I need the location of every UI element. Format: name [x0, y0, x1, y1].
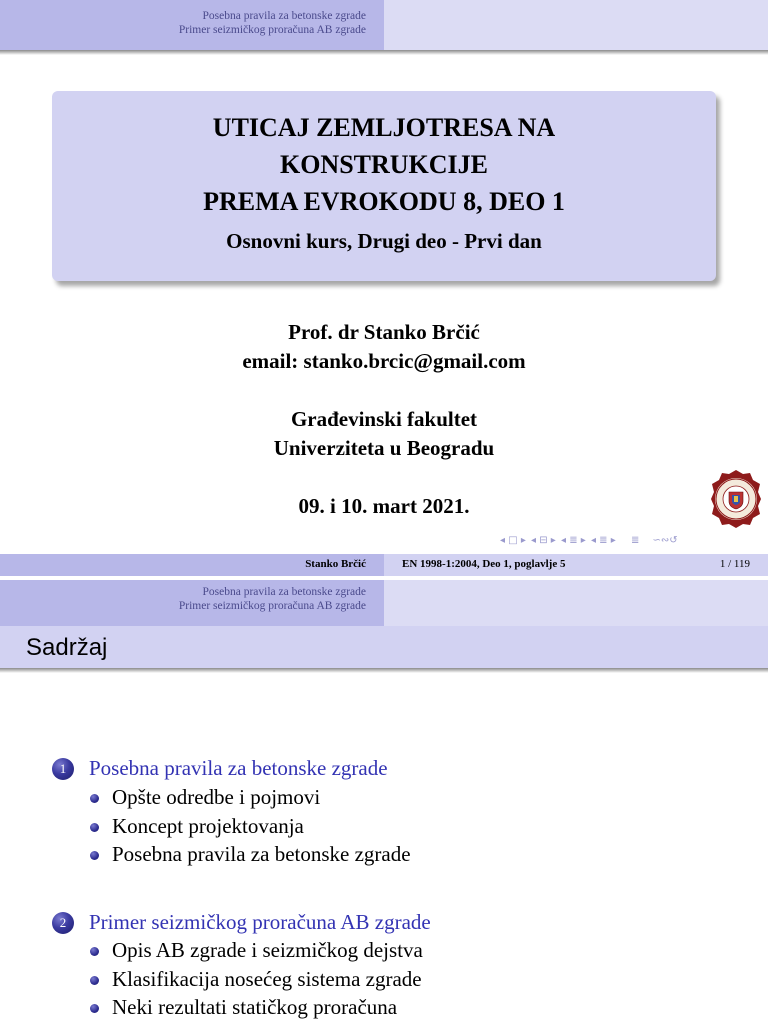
- beamer-navigation-symbols[interactable]: [500, 535, 768, 551]
- bullet-icon: [90, 976, 99, 985]
- nav-search-icon[interactable]: ∽∾↺: [652, 535, 678, 546]
- bullet-icon: [90, 1004, 99, 1013]
- headline-subsection-link[interactable]: Primer seizmičkog proračuna AB zgrade: [178, 600, 366, 612]
- headline-subsection-link[interactable]: Primer seizmičkog proračuna AB zgrade: [178, 24, 366, 36]
- headline-section-link[interactable]: Posebna pravila za betonske zgrade: [202, 586, 366, 598]
- subtitle: Osnovni kurs, Drugi deo - Prvi dan: [226, 229, 542, 253]
- headline-right-panel: [384, 580, 768, 626]
- toc-subsection-label[interactable]: Koncept projektovanja: [112, 814, 304, 838]
- title-line-3: PREMA EVROKODU 8, DEO 1: [203, 187, 565, 216]
- headline-section-link[interactable]: Posebna pravila za betonske zgrade: [202, 10, 366, 22]
- bullet-icon: [90, 851, 99, 860]
- toc-subsection-label[interactable]: Opis AB zgrade i seizmičkog dejstva: [112, 938, 423, 962]
- headline-shadow: [0, 50, 768, 55]
- toc-section-label[interactable]: Posebna pravila za betonske zgrade: [89, 756, 388, 780]
- title-line-2: KONSTRUKCIJE: [279, 150, 489, 179]
- bullet-icon: [90, 823, 99, 832]
- presentation-date: 09. i 10. mart 2021.: [298, 494, 470, 518]
- bullet-icon: [90, 794, 99, 803]
- headline-right-panel: [384, 0, 768, 50]
- frame-title-shadow: [0, 668, 768, 673]
- nav-align-icon[interactable]: ≣: [630, 535, 640, 546]
- institute-line-2: Univerziteta u Beogradu: [273, 436, 495, 460]
- toc-subsection-label[interactable]: Klasifikacija nosećeg sistema zgrade: [112, 967, 422, 991]
- toc-subsection-label[interactable]: Neki rezultati statičkog proračuna: [112, 995, 398, 1019]
- author-email: email: stanko.brcic@gmail.com: [242, 349, 526, 373]
- toc-subsection-label[interactable]: Posebna pravila za betonske zgrade: [112, 842, 411, 866]
- footline-left: [0, 554, 384, 576]
- footline-right: [384, 554, 768, 576]
- headline-sections: [0, 580, 384, 626]
- nav-subsection-icon[interactable]: ◂ ⊟ ▸: [531, 535, 556, 546]
- footer-page-number: 1 / 119: [719, 558, 750, 570]
- contents-slide: [0, 580, 768, 1024]
- title-block: [52, 91, 716, 281]
- footer-short-title: EN 1998-1:2004, Deo 1, poglavlje 5: [402, 558, 566, 570]
- bullet-icon: [90, 947, 99, 956]
- toc-subsection-label[interactable]: Opšte odredbe i pojmovi: [112, 785, 321, 809]
- university-seal-icon: [709, 468, 763, 530]
- institute-line-1: Građevinski fakultet: [290, 407, 478, 431]
- nav-section-icon[interactable]: ◂ ≣ ▸: [561, 535, 586, 546]
- headline-sections: [0, 0, 384, 50]
- author-name: Prof. dr Stanko Brčić: [288, 320, 480, 344]
- section-number-ball: 2: [52, 912, 74, 934]
- frame-title: Sadržaj: [26, 634, 108, 661]
- nav-prev-frame-icon[interactable]: ◂ □ ▸: [500, 535, 526, 546]
- title-line-1: UTICAJ ZEMLJOTRESA NA: [212, 113, 556, 142]
- section-number-ball: 1: [52, 758, 74, 780]
- toc-section-label[interactable]: Primer seizmičkog proračuna AB zgrade: [89, 910, 431, 934]
- footer-author: Stanko Brčić: [305, 558, 366, 570]
- headline-bar: [0, 0, 768, 50]
- footline: [0, 554, 768, 576]
- frame-title-bar: [0, 626, 768, 668]
- nav-document-icon[interactable]: ◂ ≣ ▸: [590, 535, 616, 546]
